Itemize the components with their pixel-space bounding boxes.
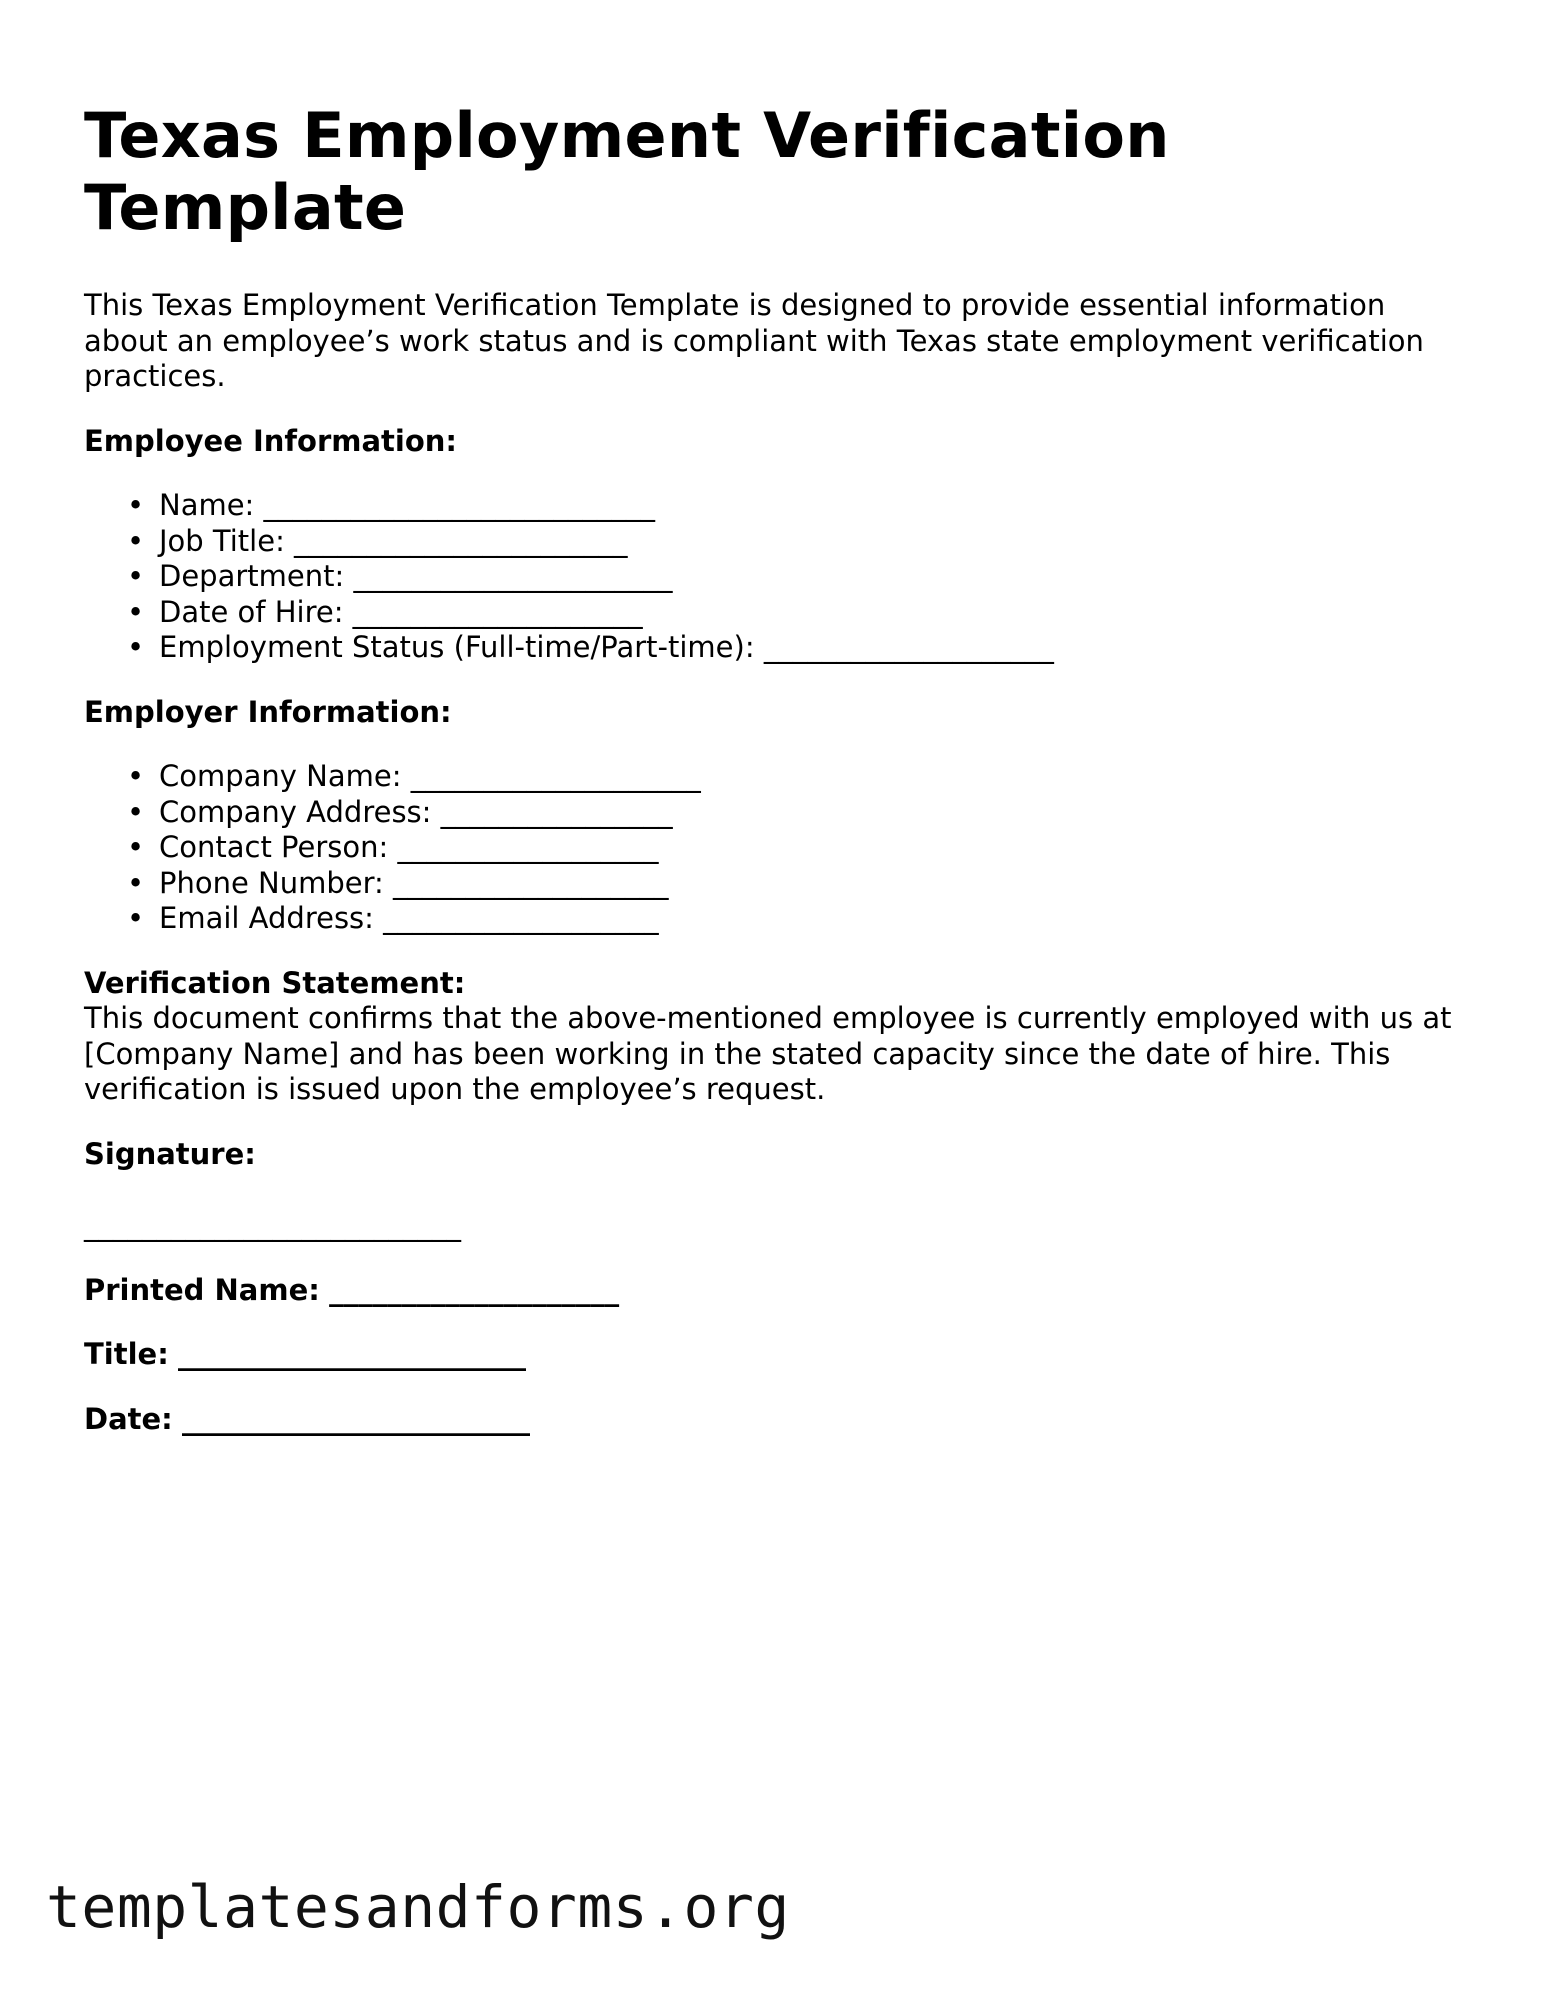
employee-info-heading: Employee Information:: [84, 423, 458, 458]
signature-heading: Signature:: [84, 1136, 256, 1171]
title-label: Title:: [84, 1337, 169, 1371]
bullet-icon: •: [127, 759, 145, 793]
bullet-icon: •: [127, 794, 145, 829]
employee-field-employment-status: • Employment Status (Full-time/Part-time): ____________________: [127, 630, 1054, 664]
bullet-icon: •: [127, 594, 145, 629]
employer-field-company-name: • Company Name: ____________________: [127, 759, 701, 793]
date-label: Date:: [84, 1401, 173, 1436]
bullet-icon: •: [127, 865, 145, 900]
employer-field-list: [84, 759, 1464, 937]
employee-field-job-title: • Job Title: _______________________: [127, 523, 628, 558]
verification-statement-text: This document confirms that the above-mentioned employee is currently employed with us at [Company Name] and has been working in the stated capacity since the date of hire. This verification is issued upon the employee’s request.: [84, 1001, 1452, 1106]
bullet-icon: •: [127, 630, 145, 664]
title-row: [84, 1337, 1464, 1373]
employee-field-name: • Name: ___________________________: [127, 488, 656, 522]
bullet-icon: •: [127, 559, 145, 593]
employer-field-company-address: • Company Address: ________________: [127, 794, 673, 829]
employer-info-heading: Employer Information:: [84, 694, 452, 729]
date-blank: ________________________: [182, 1401, 530, 1436]
document-title: Texas Employment Verification Template: [84, 99, 1170, 244]
printed-name-blank: ____________________: [329, 1272, 620, 1307]
intro-paragraph: This Texas Employment Verification Template is designed to provide essential information about an employee’s work status and is compliant with Texas state employment verification practices.: [84, 288, 1424, 393]
bullet-icon: •: [127, 830, 145, 864]
site-watermark: templatesandforms.org: [46, 1873, 790, 1941]
bullet-icon: •: [127, 488, 145, 522]
verification-statement-heading: Verification Statement:: [84, 965, 466, 1000]
signature-line: __________________________: [84, 1208, 461, 1242]
title-blank: ________________________: [178, 1337, 527, 1371]
employee-field-department: • Department: ______________________: [127, 559, 673, 593]
employee-field-date-of-hire: • Date of Hire: ____________________: [127, 594, 643, 629]
document-page: [84, 100, 1464, 1437]
printed-name-label: Printed Name:: [84, 1272, 320, 1307]
employer-field-phone-number: • Phone Number: ___________________: [127, 865, 669, 900]
employer-field-contact-person: • Contact Person: __________________: [127, 830, 659, 864]
bullet-icon: •: [127, 523, 145, 558]
employee-field-list: [84, 488, 1464, 666]
bullet-icon: •: [127, 901, 145, 935]
date-row: [84, 1402, 1464, 1438]
employer-field-email-address: • Email Address: ___________________: [127, 901, 659, 935]
printed-name-row: [84, 1273, 1464, 1309]
